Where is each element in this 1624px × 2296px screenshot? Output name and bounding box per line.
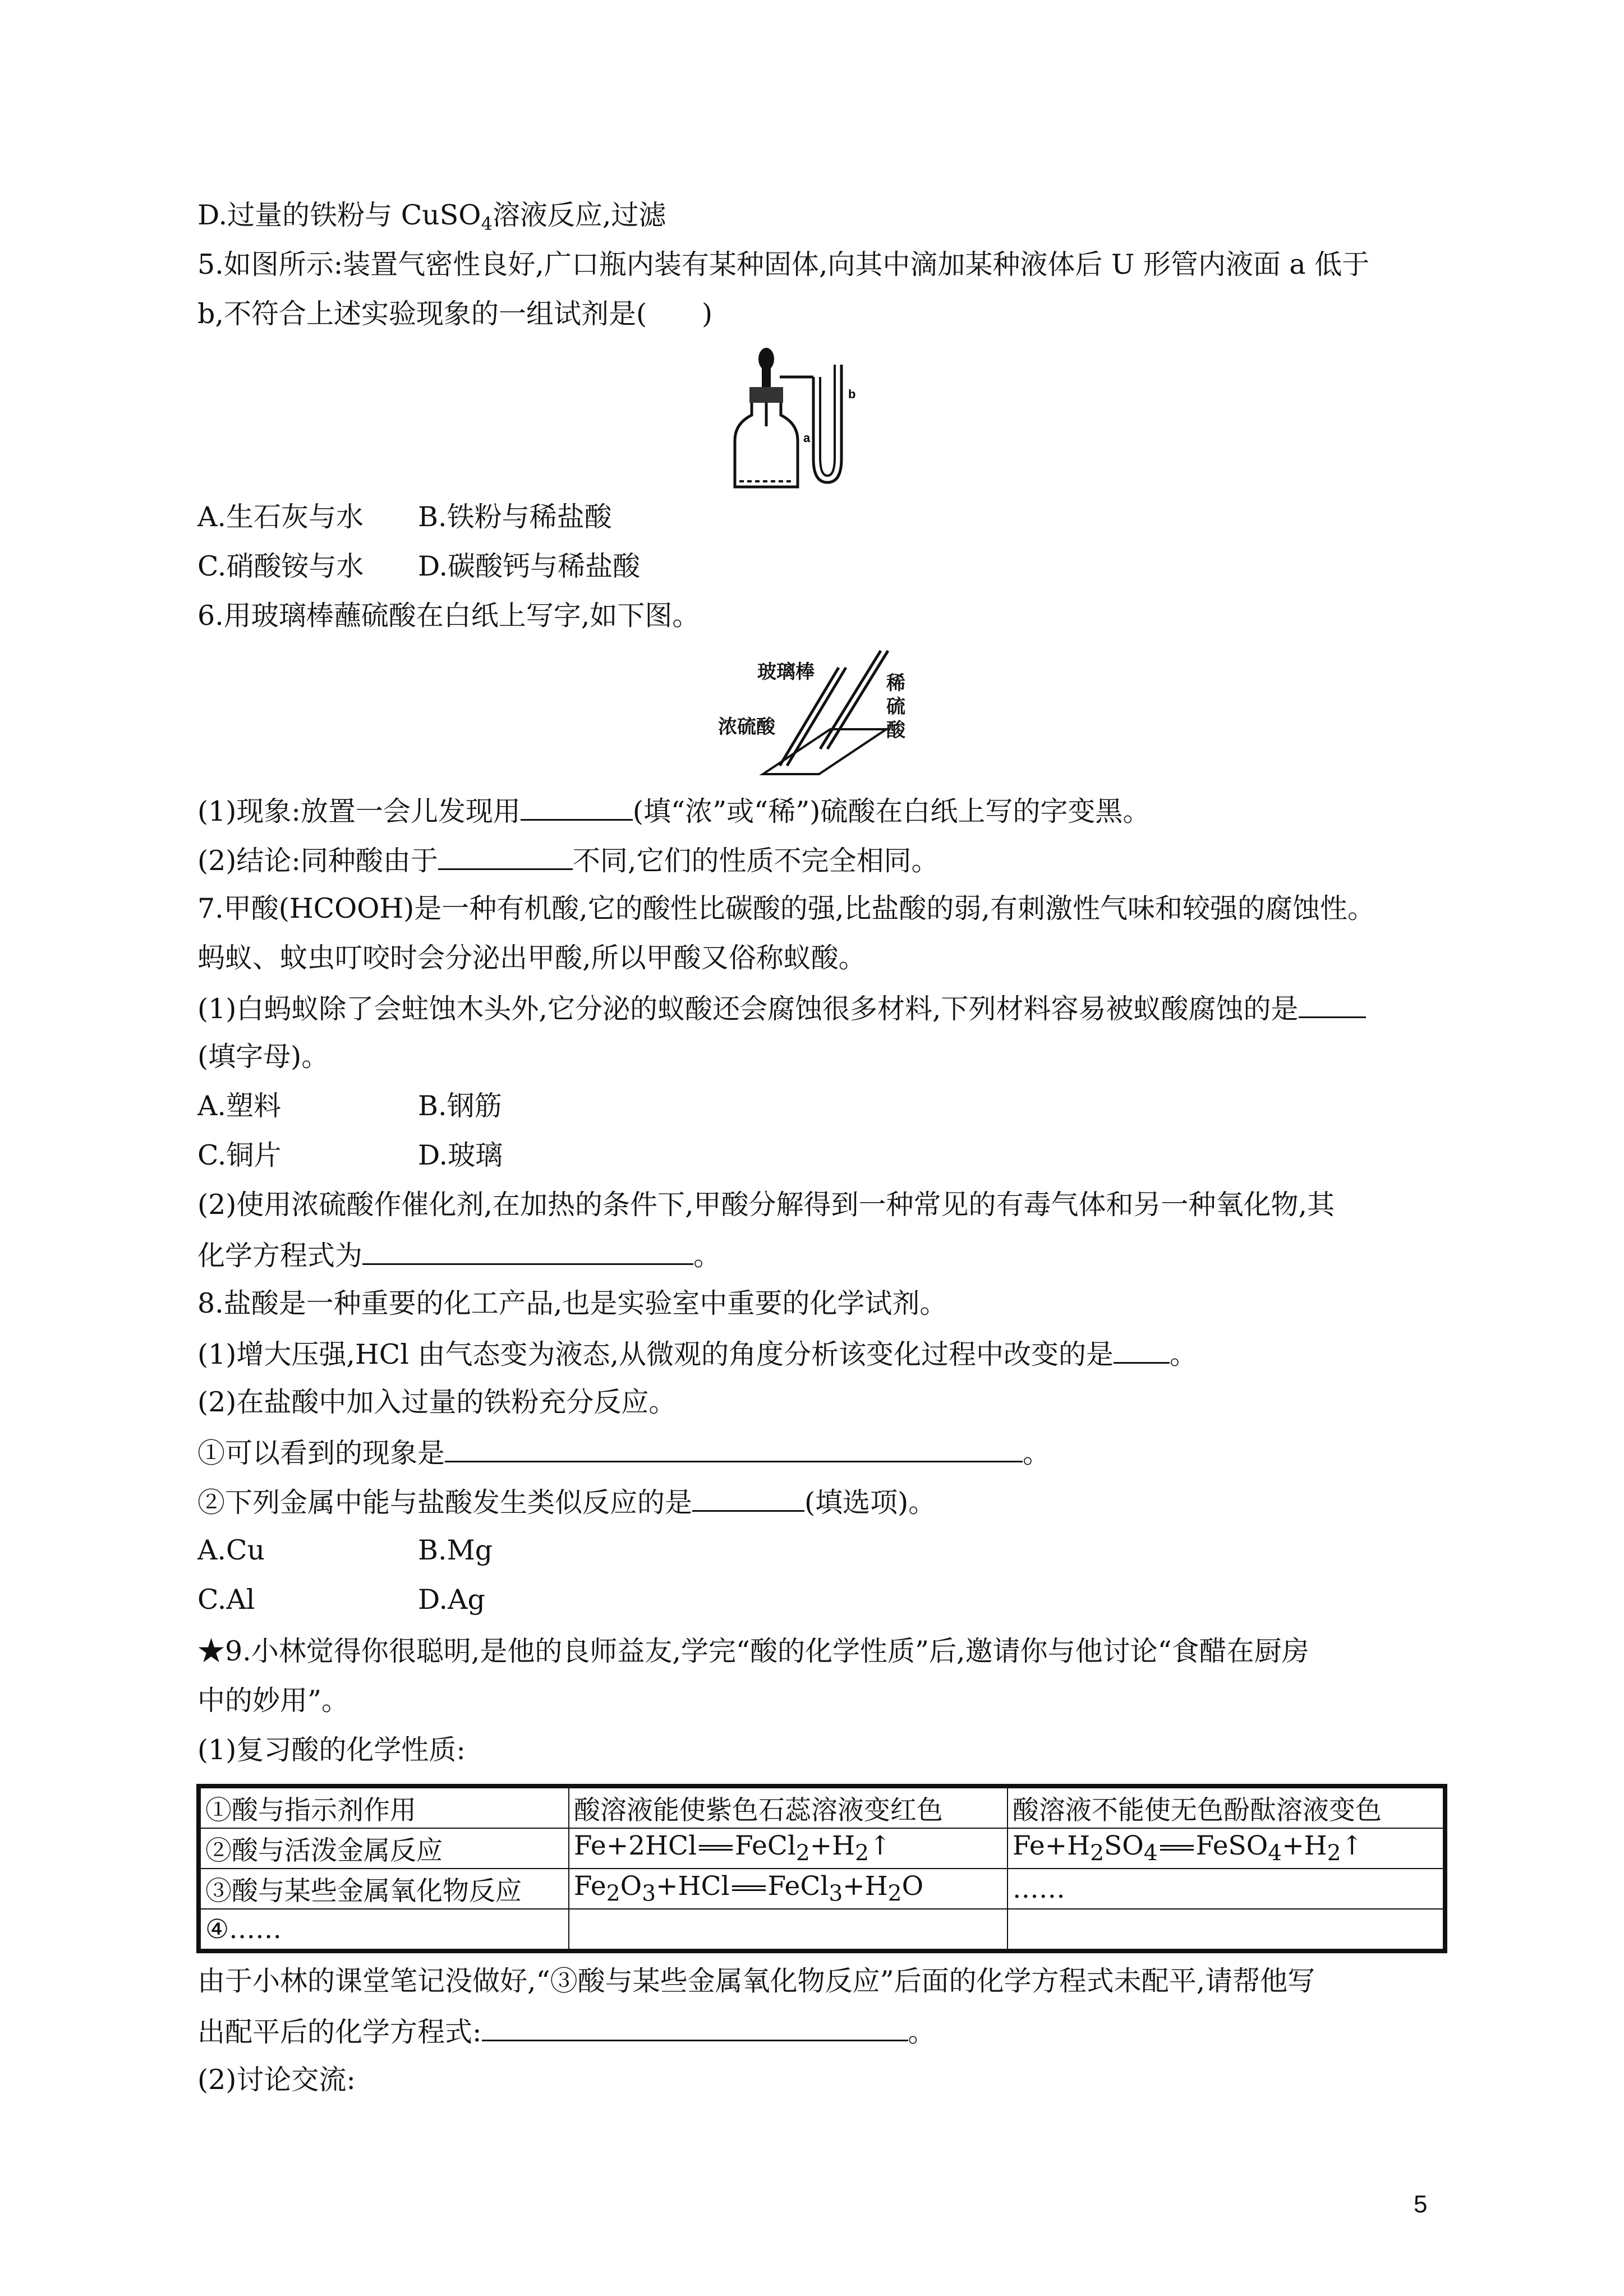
table-row	[199, 1909, 1445, 1951]
q7-option-a: A.塑料	[197, 1090, 281, 1122]
q4-option-d	[197, 197, 666, 236]
answer-blank[interactable]	[1114, 1335, 1170, 1364]
answer-blank[interactable]	[438, 841, 573, 870]
table-cell: 酸溶液不能使无色酚酞溶液变色	[1007, 1786, 1445, 1828]
q8-part-2a	[197, 1434, 1050, 1471]
q8-part-2b	[197, 1483, 936, 1521]
table-cell: ①酸与指示剂作用	[199, 1786, 569, 1828]
q6-1-text: (1)现象:放置一会儿发现用	[197, 795, 521, 827]
q9-stem-2: 中的妙用”。	[197, 1685, 349, 1717]
q7-part-2a: (2)使用浓硫酸作催化剂,在加热的条件下,甲酸分解得到一种常见的有毒气体和另一种氧化物,其	[197, 1189, 1335, 1221]
u-tube-apparatus-figure	[729, 342, 909, 494]
q6-stem: 6.用玻璃棒蘸硫酸在白纸上写字,如下图。	[197, 600, 700, 632]
answer-blank[interactable]	[482, 2013, 908, 2041]
q5-stem-1: 5.如图所示:装置气密性良好,广口瓶内装有某种固体,向其中滴加某种液体后 U 形管内液面 a 低于	[197, 249, 1370, 280]
label-glass-rod: 玻璃棒	[757, 661, 815, 683]
q8-2a-text: ①可以看到的现象是	[197, 1437, 445, 1469]
q7-stem-2: 蚂蚁、蚊虫叮咬时会分泌出甲酸,所以甲酸又俗称蚁酸。	[197, 942, 866, 974]
q8-1-text-end: 。	[1170, 1338, 1198, 1370]
label-dilute-3: 酸	[886, 719, 905, 742]
q8-option-d: D.Ag	[418, 1584, 485, 1616]
q7-option-b: B.钢筋	[418, 1090, 502, 1122]
q7-2b-text-end: 。	[693, 1240, 721, 1272]
subscript: 4	[481, 213, 493, 234]
q8-2a-text-end: 。	[1023, 1437, 1051, 1469]
table-cell: $Fe_2O_3+HCl$ $FeCl_3+H_2O$	[569, 1869, 1007, 1909]
q7-2b-text: 化学方程式为	[197, 1240, 363, 1272]
label-dilute-2: 硫	[886, 696, 905, 718]
answer-blank[interactable]	[521, 792, 633, 821]
table-cell: ②酸与活泼金属反应	[199, 1828, 569, 1869]
answer-blank[interactable]	[362, 1236, 693, 1265]
q7-option-c: C.铜片	[197, 1139, 282, 1171]
table-cell: ③酸与某些金属氧化物反应	[199, 1869, 569, 1909]
q7-stem-1: 7.甲酸(HCOOH)是一种有机酸,它的酸性比碳酸的强,比盐酸的弱,有刺激性气味和较强的腐蚀性。	[197, 892, 1375, 924]
page-number: 5	[1414, 2191, 1428, 2218]
table-row	[199, 1828, 1445, 1869]
q8-option-b: B.Mg	[418, 1534, 493, 1566]
q7-1-text: (1)白蚂蚁除了会蛀蚀木头外,它分泌的蚁酸还会腐蚀很多材料,下列材料容易被蚁酸腐蚀的是	[197, 993, 1299, 1025]
label-concentrated-acid: 浓硫酸	[718, 716, 775, 738]
q8-part-2: (2)在盐酸中加入过量的铁粉充分反应。	[197, 1386, 677, 1418]
q7-part-1b: (填字母)。	[197, 1041, 329, 1073]
q4d-text-end: 溶液反应,过滤	[492, 199, 666, 231]
q5-option-c: C.硝酸铵与水	[197, 550, 364, 582]
answer-blank[interactable]	[692, 1483, 804, 1512]
table-cell: ……	[1007, 1869, 1445, 1909]
q9-stem-1: ★9.小林觉得你很聪明,是他的良师益友,学完“酸的化学性质”后,邀请你与他讨论“食醋在厨房	[197, 1635, 1309, 1667]
q9-after-2	[197, 2013, 936, 2050]
table-row	[199, 1869, 1445, 1909]
label-a: a	[803, 431, 811, 445]
q6-2-text: (2)结论:同种酸由于	[197, 845, 438, 877]
q9-part-2: (2)讨论交流:	[197, 2064, 356, 2096]
q7-part-1	[197, 990, 1366, 1027]
label-b: b	[848, 387, 856, 401]
q7-option-d: D.玻璃	[418, 1139, 503, 1171]
q6-2-text-end: 不同,它们的性质不完全相同。	[572, 845, 939, 877]
q8-stem: 8.盐酸是一种重要的化工产品,也是实验室中重要的化学试剂。	[197, 1287, 947, 1319]
q4d-text: D.过量的铁粉与 CuSO	[197, 199, 481, 231]
label-dilute-1: 稀	[886, 672, 905, 694]
q8-option-a: A.Cu	[197, 1534, 265, 1566]
q9-after-text: 出配平后的化学方程式:	[197, 2016, 482, 2048]
table-cell: $Fe+H_2SO_4$ $FeSO_4+H_2↑$	[1007, 1828, 1445, 1869]
glass-rod-figure	[718, 645, 931, 780]
q8-2b-text: ②下列金属中能与盐酸发生类似反应的是	[197, 1487, 693, 1519]
q7-part-2b	[197, 1236, 721, 1274]
answer-blank[interactable]	[1299, 990, 1366, 1018]
q8-part-1	[197, 1335, 1197, 1373]
table-cell	[569, 1909, 1007, 1951]
q8-2b-text-end: (填选项)。	[804, 1487, 936, 1519]
table-cell: ④……	[199, 1909, 569, 1951]
table-cell	[1007, 1909, 1445, 1951]
q6-1-text-end: (填“浓”或“稀”)硫酸在白纸上写的字变黑。	[632, 795, 1151, 827]
table-cell: Fe+2HCl $FeCl_2+H_2↑$	[569, 1828, 1007, 1869]
answer-blank[interactable]	[445, 1434, 1023, 1462]
q9-after-1: 由于小林的课堂笔记没做好,“③酸与某些金属氧化物反应”后面的化学方程式未配平,请帮他写	[197, 1965, 1315, 1997]
q8-option-c: C.Al	[197, 1584, 255, 1616]
q8-1-text: (1)增大压强,HCl 由气态变为液态,从微观的角度分析该变化过程中改变的是	[197, 1338, 1114, 1370]
q9-after-text-end: 。	[908, 2016, 936, 2048]
q6-part-2	[197, 841, 939, 879]
q6-part-1	[197, 792, 1150, 830]
q9-part-1: (1)复习酸的化学性质:	[197, 1734, 466, 1766]
q5-stem-2: b,不符合上述实验现象的一组试剂是( )	[197, 298, 713, 330]
table-row	[199, 1786, 1445, 1828]
q5-option-d: D.碳酸钙与稀盐酸	[418, 550, 641, 582]
acid-properties-table	[196, 1784, 1447, 1953]
table-cell: 酸溶液能使紫色石蕊溶液变红色	[569, 1786, 1007, 1828]
q5-option-b: B.铁粉与稀盐酸	[418, 501, 612, 533]
q5-option-a: A.生石灰与水	[197, 501, 364, 533]
